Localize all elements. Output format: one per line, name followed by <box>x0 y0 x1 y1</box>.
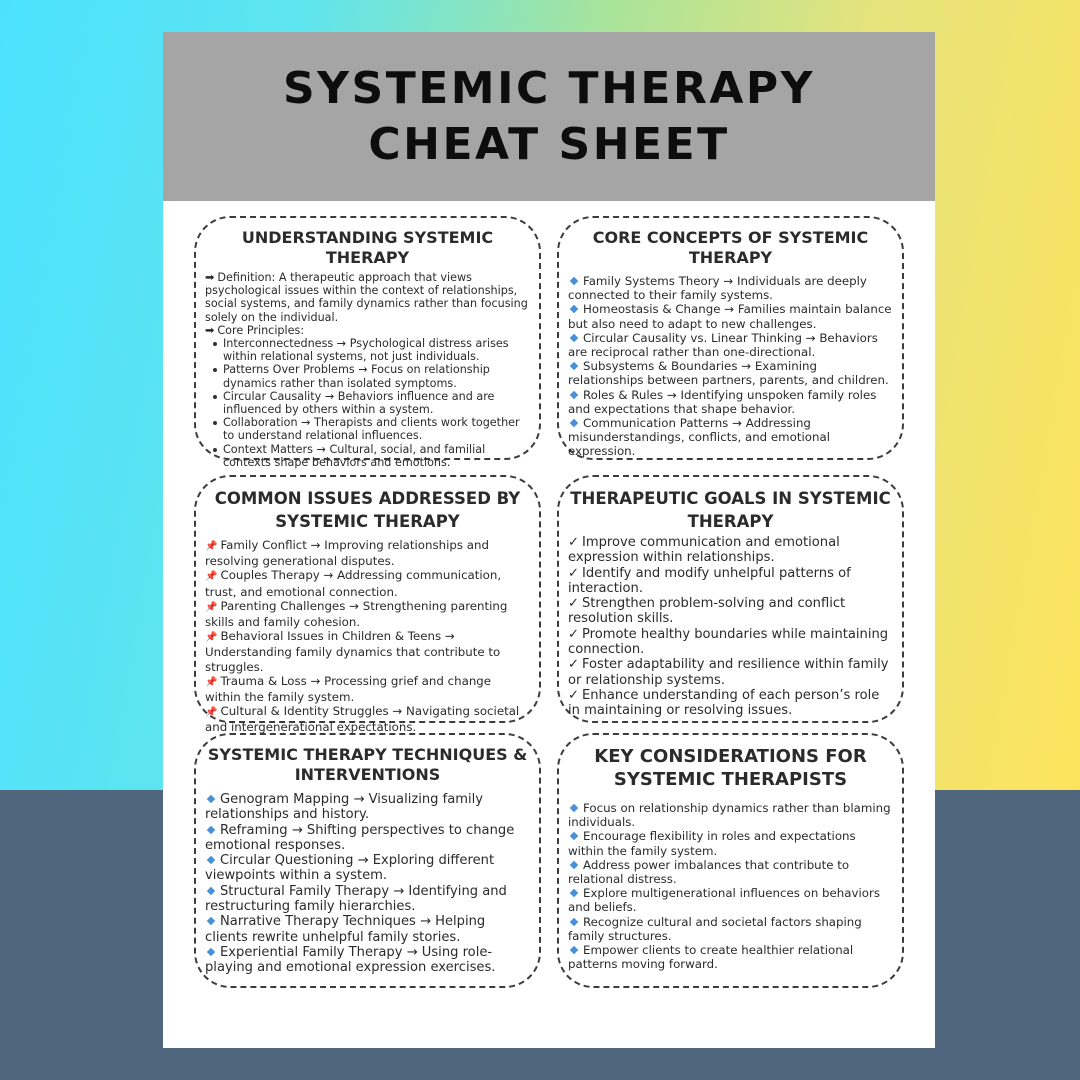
blue-diamond-icon <box>570 832 578 840</box>
principles-list <box>205 337 530 469</box>
list-item-text: Structural Family Therapy → Identifying and restructuring family hierarchies. <box>205 883 507 915</box>
list-item <box>205 914 530 945</box>
list-item <box>205 823 530 854</box>
list-item-text: Trauma & Loss → Processing grief and change within the family system. <box>205 673 492 705</box>
list-item <box>205 568 530 598</box>
list-item-text: Family Conflict → Improving relationships and resolving generational disputes. <box>205 538 489 569</box>
list-item <box>205 945 530 976</box>
card-title: CORE CONCEPTS OF SYSTEMIC THERAPY <box>592 228 869 267</box>
list-item-text: Focus on relationship dynamics rather than blaming individuals. <box>568 801 891 830</box>
card-title: KEY CONSIDERATIONS FOR SYSTEMIC THERAPISTS <box>594 746 867 790</box>
list-item-text: Enhance understanding of each person’s role in maintaining or resolving issues. <box>568 687 880 719</box>
checkmark-icon: ✓ <box>568 565 579 581</box>
list-item: Circular Causality → Behaviors influence and are influenced by others within a system. <box>205 390 530 416</box>
blue-diamond-icon <box>207 887 215 895</box>
list-item-text: Circular Causality vs. Linear Thinking → Behaviors are reciprocal rather than one-directional. <box>568 330 878 360</box>
card-title: UNDERSTANDING SYSTEMIC THERAPY <box>241 228 494 267</box>
list-item: Context Matters → Cultural, social, and familial contexts shape behaviors and emotions. <box>205 443 530 469</box>
list-item-text: Circular Questioning → Exploring different viewpoints within a system. <box>205 853 495 884</box>
checkmark-icon: ✓ <box>568 535 579 550</box>
list-item: Patterns Over Problems → Focus on relationship dynamics rather than isolated symptoms. <box>205 363 530 389</box>
blue-diamond-icon <box>570 277 578 285</box>
list-item-text: Experiential Family Therapy → Using role-playing and emotional expression exercises. <box>205 944 496 976</box>
pushpin-icon: 📌 <box>205 541 218 552</box>
blue-diamond-icon <box>570 804 578 812</box>
list-item <box>205 629 530 674</box>
pushpin-icon: 📌 <box>205 632 218 644</box>
list-item <box>568 388 893 416</box>
card-techniques <box>194 733 541 988</box>
list-item-text: Foster adaptability and resilience within family or relationship systems. <box>568 657 889 688</box>
blue-diamond-icon <box>570 917 578 925</box>
list-item-text: Strengthen problem-solving and conflict resolution skills. <box>568 596 846 627</box>
list-item-text: Empower clients to create healthier relational patterns moving forward. <box>568 943 854 972</box>
cheat-sheet-page <box>163 32 935 1048</box>
blue-diamond-icon <box>207 825 215 833</box>
list-item <box>205 599 530 629</box>
list-item <box>205 792 530 823</box>
list-item-text: Subsystems & Boundaries → Examining relationships between partners, parents, and children. <box>568 359 889 388</box>
pushpin-icon: 📌 <box>205 707 218 719</box>
list-item-text: Genogram Mapping → Visualizing family relationships and history. <box>205 792 484 823</box>
list-item <box>568 566 893 597</box>
page-title-line-1: SYSTEMIC THERAPY <box>282 62 815 114</box>
list-item <box>568 596 893 627</box>
list-item-text: Improve communication and emotional expression within relationships. <box>568 535 840 566</box>
list-item <box>568 359 893 387</box>
list-item <box>568 274 893 302</box>
list-item-text: Communication Patterns → Addressing misunderstandings, conflicts, and emotional expression. <box>568 416 830 459</box>
blue-diamond-icon <box>570 889 578 897</box>
core-principles-label-text: Core Principles: <box>217 323 305 337</box>
list-item-text: Behavioral Issues in Children & Teens → Understanding family dynamics that contribute to struggles. <box>205 629 501 674</box>
list-item <box>568 915 893 943</box>
arrow-right-icon: ➡ <box>205 323 215 337</box>
checkmark-icon: ✓ <box>568 657 579 673</box>
blue-diamond-icon <box>570 305 578 313</box>
page-title-line-2: CHEAT SHEET <box>368 118 730 170</box>
list-item <box>568 688 893 719</box>
list-item <box>205 538 530 568</box>
list-item-text: Homeostasis & Change → Families maintain balance but also need to adapt to new challenges. <box>568 302 892 331</box>
list-item-text: Encourage flexibility in roles and expectations within the family system. <box>568 829 856 858</box>
list-item <box>568 943 893 971</box>
list-item-text: Roles & Rules → Identifying unspoken family roles and expectations that shape behavior. <box>568 387 877 416</box>
list-item <box>568 302 893 330</box>
list-item-text: Promote healthy boundaries while maintaining connection. <box>568 626 889 658</box>
card-core-concepts <box>557 216 904 460</box>
blue-diamond-icon <box>570 419 578 427</box>
list-item-text: Explore multigenerational influences on behaviors and beliefs. <box>568 886 880 915</box>
list-item-text: Identify and modify unhelpful patterns of interaction. <box>568 565 851 596</box>
definition-text <box>205 271 530 324</box>
list-item <box>205 704 530 734</box>
list-item <box>568 886 893 914</box>
card-title: THERAPEUTIC GOALS IN SYSTEMIC THERAPY <box>570 489 891 531</box>
definition-body: Definition: A therapeutic approach that views psychological issues within the context of relationships, social systems, and family dynamics rather than focusing solely on the individual. <box>205 271 528 324</box>
pushpin-icon: 📌 <box>205 601 218 613</box>
page-header <box>163 32 935 201</box>
blue-diamond-icon <box>207 795 215 803</box>
pushpin-icon: 📌 <box>205 676 218 688</box>
list-item <box>568 416 893 459</box>
arrow-right-icon: ➡ <box>205 271 215 284</box>
blue-diamond-icon <box>570 334 578 342</box>
list-item: Interconnectedness → Psychological distress arises within relational systems, not just individuals. <box>205 337 530 363</box>
card-title: COMMON ISSUES ADDRESSED BY SYSTEMIC THERAPY <box>214 489 521 531</box>
blue-diamond-icon <box>570 861 578 869</box>
blue-diamond-icon <box>207 917 215 925</box>
card-title: SYSTEMIC THERAPY TECHNIQUES & INTERVENTIONS <box>207 745 528 784</box>
list-item <box>568 801 893 829</box>
blue-diamond-icon <box>207 856 215 864</box>
list-item-text: Couples Therapy → Addressing communication, trust, and emotional connection. <box>205 568 502 599</box>
list-item <box>568 829 893 857</box>
core-principles-label <box>205 324 530 337</box>
list-item <box>205 853 530 884</box>
list-item <box>568 657 893 688</box>
list-item-text: Cultural & Identity Struggles → Navigating societal and intergenerational expectations. <box>205 704 520 735</box>
list-item <box>205 884 530 915</box>
pushpin-icon: 📌 <box>205 571 218 583</box>
list-item-text: Narrative Therapy Techniques → Helping clients rewrite unhelpful family stories. <box>205 914 486 945</box>
list-item <box>568 627 893 658</box>
checkmark-icon: ✓ <box>568 626 579 642</box>
card-understanding <box>194 216 541 469</box>
list-item-text: Recognize cultural and societal factors shaping family structures. <box>568 914 862 943</box>
blue-diamond-icon <box>207 948 215 956</box>
card-key-considerations <box>557 733 904 988</box>
list-item-text: Address power imbalances that contribute to relational distress. <box>568 857 850 887</box>
list-item: Collaboration → Therapists and clients work together to understand relational influences. <box>205 416 530 442</box>
list-item <box>568 535 893 566</box>
list-item-text: Reframing → Shifting perspectives to change emotional responses. <box>205 822 515 853</box>
blue-diamond-icon <box>570 390 578 398</box>
blue-diamond-icon <box>570 946 578 954</box>
list-item <box>205 674 530 704</box>
blue-diamond-icon <box>570 362 578 370</box>
card-therapeutic-goals <box>557 475 904 723</box>
list-item <box>568 858 893 886</box>
list-item-text: Parenting Challenges → Strengthening parenting skills and family cohesion. <box>205 598 508 630</box>
list-item-text: Family Systems Theory → Individuals are deeply connected to their family systems. <box>568 274 867 303</box>
card-common-issues <box>194 475 541 735</box>
checkmark-icon: ✓ <box>568 596 579 612</box>
checkmark-icon: ✓ <box>568 687 579 703</box>
list-item <box>568 331 893 359</box>
